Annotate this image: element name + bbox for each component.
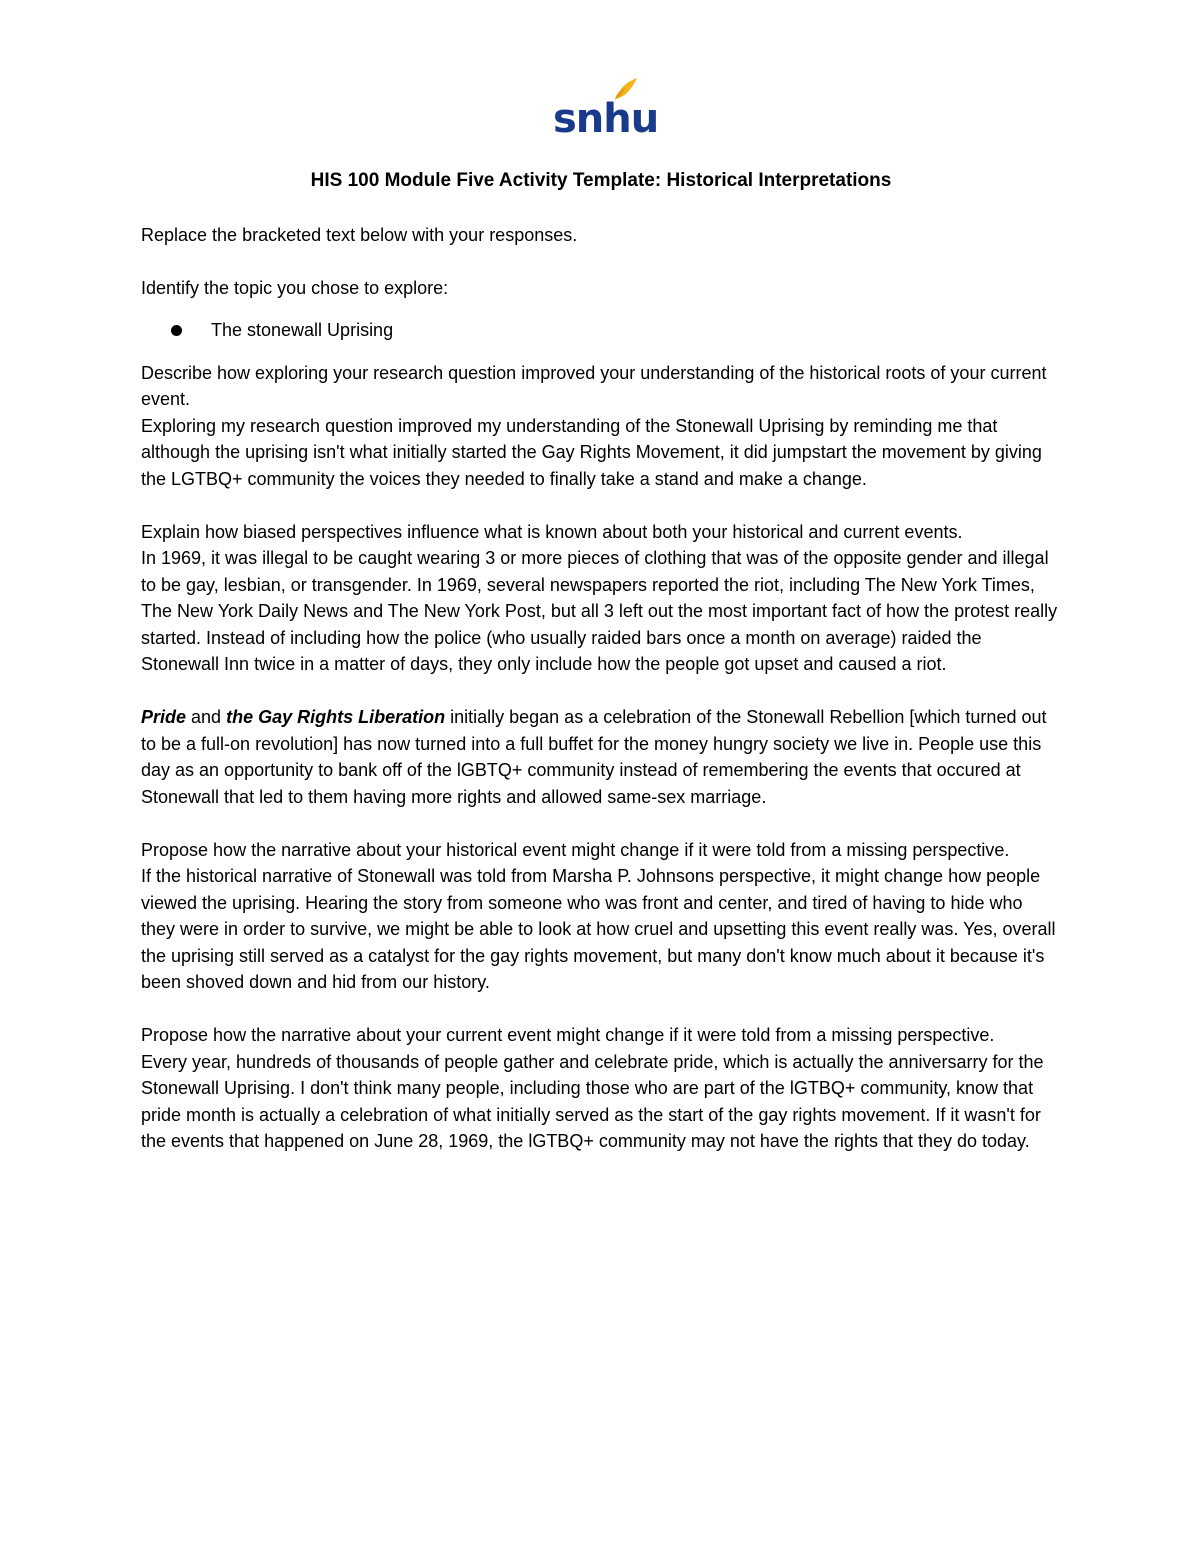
list-item <box>141 317 1061 344</box>
document-title: HIS 100 Module Five Activity Template: Historical Interpretations <box>310 170 892 191</box>
question-3-prompt: Propose how the narrative about your historical event might change if it were told from a missing perspective. <box>141 839 1010 860</box>
emphasis-pride: Pride <box>141 707 187 727</box>
snhu-logo <box>553 76 659 142</box>
spacer <box>141 678 1061 705</box>
topic-list <box>141 317 1061 344</box>
spacer <box>141 996 1061 1023</box>
document-body <box>141 168 1061 1155</box>
paragraph-rest: initially began as a celebration of the Stonewall Rebellion [which turned out to be a full-on revolution] has now turned into a full buffet for the money hungry society we live in. People use this day as an opportunity to bank off of the lGBTQ+ community instead of remembering the events that occured at Stonewall that led to them having more rights and allowed same-sex marriage. <box>141 707 1047 807</box>
question-2-prompt: Explain how biased perspectives influence what is known about both your historical and current events. <box>141 521 963 542</box>
spacer <box>141 492 1061 519</box>
question-4-answer: Every year, hundreds of thousands of people gather and celebrate pride, which is actually the anniversarry for the Stonewall Uprising. I don't think many people, including those who are part of the lGTBQ+ community, know that pride month is actually a celebration of what initially served as the start of the gay rights movement. If it wasn't for the events that happened on June 28, 1969, the lGTBQ+ community may not have the rights that they do today. <box>141 1051 1044 1151</box>
bullet-icon <box>171 325 182 336</box>
emphasis-liberation: the Gay Rights Liberation <box>226 707 446 727</box>
question-1-prompt: Describe how exploring your research question improved your understanding of the historical roots of your current event. <box>141 362 1047 409</box>
instruction-text: Replace the bracketed text below with your responses. <box>141 225 578 245</box>
flame-leaf-icon <box>553 76 659 142</box>
topic-prompt: Identify the topic you chose to explore: <box>141 277 449 298</box>
spacer <box>141 810 1061 837</box>
question-3-answer: If the historical narrative of Stonewall was told from Marsha P. Johnsons perspective, it might change how people viewed the uprising. Hearing the story from someone who was front and center, and tired of having to hide who they were in order to survive, we might be able to look at how cruel and upsetting this event really was. Yes, overall the uprising still served as a catalyst for the gay rights movement, but many don't know much about it because it's been shoved down and hid from our history. <box>141 866 1056 992</box>
logo-text: snhu <box>553 96 659 142</box>
question-2-answer: In 1969, it was illegal to be caught wearing 3 or more pieces of clothing that was of the opposite gender and illegal to be gay, lesbian, or transgender. In 1969, several newspapers reported the riot, including The New York Times, The New York Daily News and The New York Post, but all 3 left out the most important fact of how the protest really started. Instead of including how the police (who usually raided bars once a month on average) raided the Stonewall Inn twice in a matter of days, they only include how the people got upset and caused a riot. <box>141 548 1058 674</box>
question-4-prompt: Propose how the narrative about your current event might change if it were told from a missing perspective. <box>141 1025 995 1045</box>
question-1-answer: Exploring my research question improved my understanding of the Stonewall Uprising by reminding me that although the uprising isn't what initially started the Gay Rights Movement, it did jumpstart the movement by giving the LGTBQ+ community the voices they needed to finally take a stand and make a change. <box>141 415 1042 489</box>
connector-text: and <box>186 707 227 727</box>
question-2-extra-paragraph <box>141 704 1061 810</box>
topic-bullet-text: The stonewall Uprising <box>211 320 394 340</box>
